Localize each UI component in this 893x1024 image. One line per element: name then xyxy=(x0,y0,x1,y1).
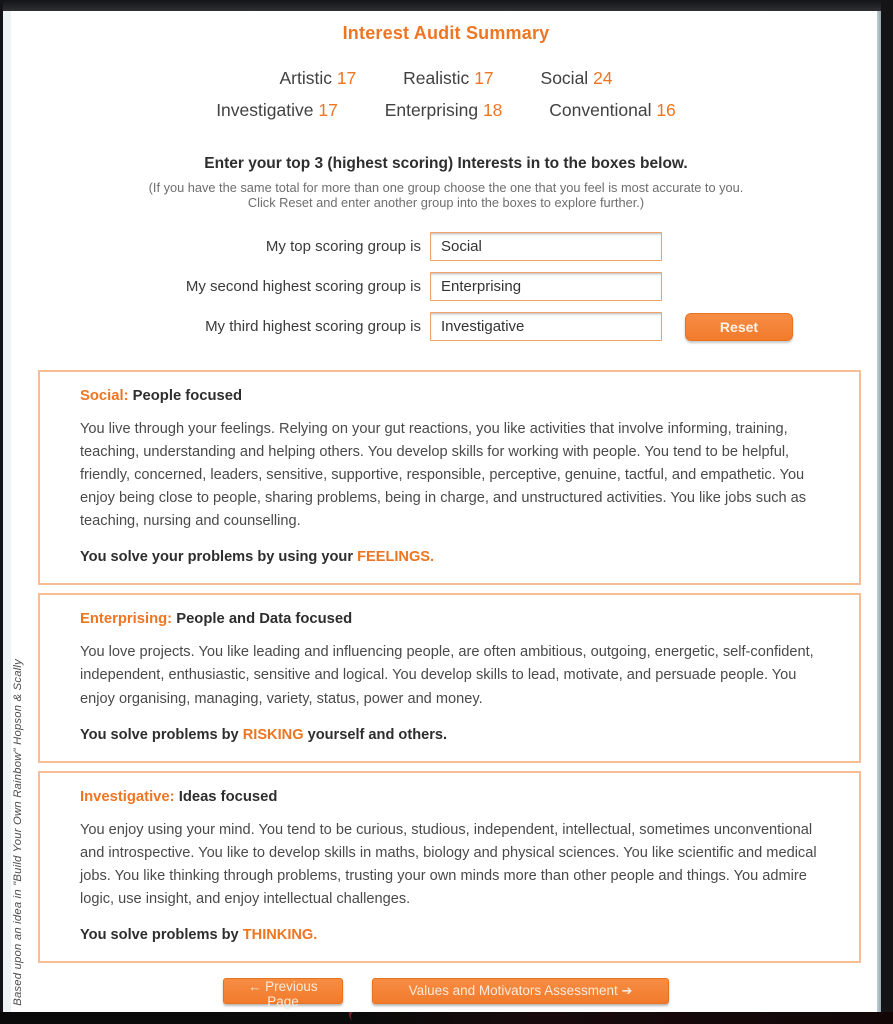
score-social: Social 24 xyxy=(540,68,613,88)
right-black-edge xyxy=(881,0,893,1024)
card-enterprising-focus: People and Data focused xyxy=(176,611,353,628)
instructions-block xyxy=(11,155,881,210)
top-group-input[interactable] xyxy=(430,232,662,261)
solve-highlight: RISKING xyxy=(242,726,304,743)
credit-text: Based upon an idea in "Build Your Own Rainbow" Hopson & Scally xyxy=(12,659,24,1006)
left-margin-strip xyxy=(3,11,11,1012)
card-social-body: You live through your feelings. Relying on your gut reactions, you like activities that involve informing, training, teaching, understanding and helping others. You develop skills for working with people. You tend to be helpful, friendly, concerned, leaders, sensitive, supportive, responsible, perceptive, genuine, tactful, and empathetic. You enjoy being close to people, sharing problems, being in charge, and unstructured activities. You like jobs such as teaching, nursing and counselling. xyxy=(80,421,807,530)
partial-logo-mark xyxy=(346,1012,376,1024)
card-investigative-solve: You solve problems by THINKING. xyxy=(80,926,318,943)
form-row-third-group xyxy=(11,312,881,341)
page-content xyxy=(11,11,881,1012)
card-social-name: Social: xyxy=(80,388,129,405)
form-row-second-group xyxy=(11,272,881,301)
instructions-heading: Enter your top 3 (highest scoring) Interests in to the boxes below. xyxy=(204,155,688,172)
reset-button[interactable]: Reset xyxy=(685,313,793,341)
solve-highlight: FEELINGS. xyxy=(357,549,435,566)
score-conventional: Conventional 16 xyxy=(549,100,676,120)
page-title: Interest Audit Summary xyxy=(342,23,550,43)
form-row-top-group xyxy=(11,232,881,261)
third-group-label: My third highest scoring group is xyxy=(205,318,421,336)
second-group-label: My second highest scoring group is xyxy=(185,278,421,296)
bottom-black-bar xyxy=(0,1012,893,1024)
previous-page-button[interactable]: ← Previous Page xyxy=(223,978,343,1004)
left-black-edge xyxy=(0,0,3,1024)
footer-navigation xyxy=(11,978,881,1009)
top-groups-form xyxy=(11,232,881,341)
score-enterprising: Enterprising 18 xyxy=(384,100,503,120)
second-group-input[interactable] xyxy=(430,272,662,301)
card-investigative-body: You enjoy using your mind. You tend to be curious, studious, independent, intellectual, sometimes unconventional and introspective. You like to develop skills in maths, biology and physical sciences. You like scientific and medical jobs. You like thinking through problems, trusting your own minds more than other people and things. You admire logic, use insight, and enjoy intellectual challenges. xyxy=(80,821,817,907)
top-black-bar xyxy=(0,0,893,11)
left-arrow-icon: ← xyxy=(248,978,262,994)
card-enterprising-name: Enterprising: xyxy=(80,611,173,628)
card-investigative-heading xyxy=(80,789,819,805)
scores-row-1 xyxy=(11,62,881,94)
card-social-heading xyxy=(80,388,819,404)
card-social-solve: You solve your problems by using your FEELINGS. xyxy=(80,549,435,566)
card-enterprising-solve: You solve problems by RISKING yourself and others. xyxy=(80,726,448,743)
card-investigative-name: Investigative: xyxy=(80,788,175,805)
card-investigative-focus: Ideas focused xyxy=(178,788,278,805)
score-artistic: Artistic 17 xyxy=(279,68,357,88)
instructions-note-line1: (If you have the same total for more than one group choose the one that you feel is most accurate to you. xyxy=(148,180,744,195)
score-realistic: Realistic 17 xyxy=(403,68,494,88)
card-social xyxy=(38,370,861,585)
third-group-input[interactable] xyxy=(430,312,662,341)
card-enterprising-body: You love projects. You like leading and influencing people, are often ambitious, outgoing, energetic, self-confident, independent, enthusiastic, sensitive and logical. You develop skills to lead, motivate, and persuade people. You enjoy organising, managing, variety, status, power and money. xyxy=(80,644,814,707)
scores-row-2 xyxy=(11,94,881,126)
scores-summary xyxy=(11,62,881,126)
right-arrow-icon: ➔ xyxy=(621,982,633,998)
values-motivators-button[interactable]: Values and Motivators Assessment ➔ xyxy=(372,978,669,1004)
card-investigative xyxy=(38,771,861,963)
card-enterprising-heading xyxy=(80,611,819,627)
card-social-focus: People focused xyxy=(132,388,243,405)
instructions-note xyxy=(11,180,881,210)
card-enterprising xyxy=(38,593,861,762)
instructions-note-line2: Click Reset and enter another group into the boxes to explore further.) xyxy=(247,195,645,211)
solve-highlight: THINKING. xyxy=(242,926,318,943)
score-investigative: Investigative 17 xyxy=(216,100,338,120)
interest-description-cards xyxy=(38,370,861,963)
top-group-label: My top scoring group is xyxy=(265,238,421,256)
